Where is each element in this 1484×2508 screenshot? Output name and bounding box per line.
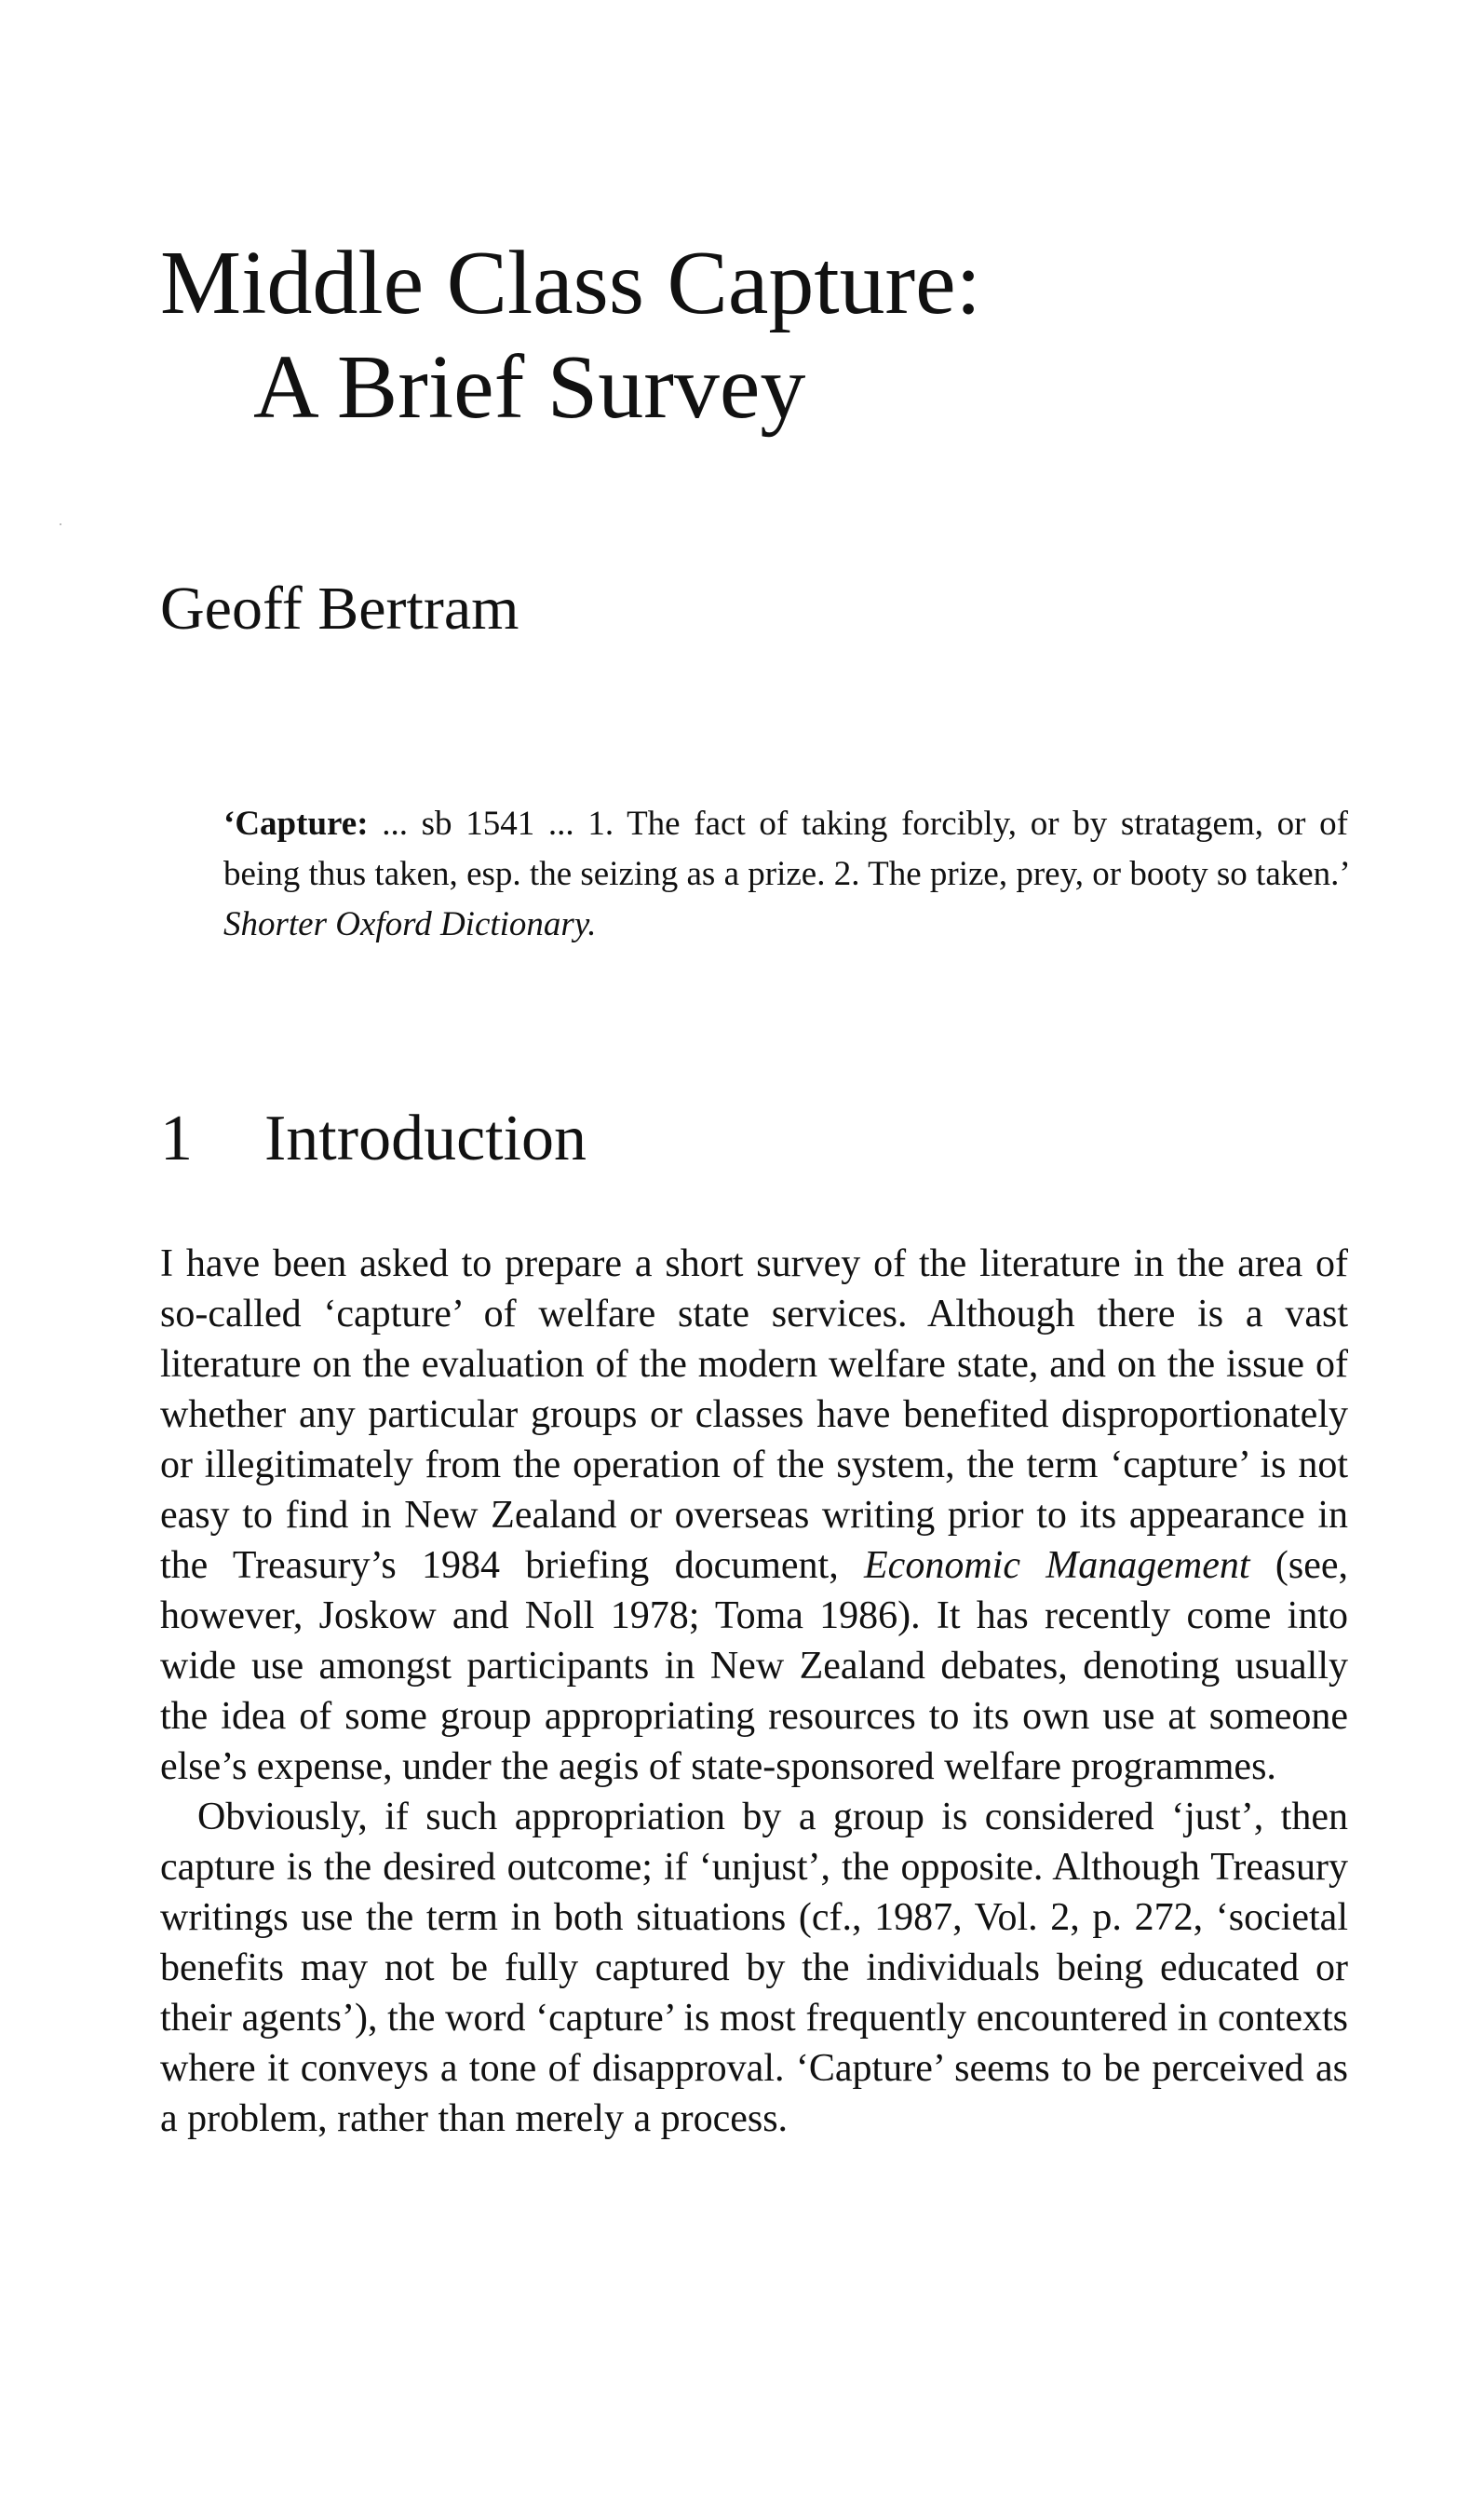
paragraph-1-part-b: (see, however, Joskow and Noll 1978; Toma 1986). It has recently come into wide use amongst participants in New Zealand debates, denoting usually the idea of some group appropriating resources to its own use at someone else’s expense, under the aegis of state-sponsored welfare programmes. xyxy=(160,1544,1348,1788)
epigraph-definition: ... sb 1541 ... 1. The fact of taking forcibly, or by stratagem, or of being thus taken, esp. the seizing as a prize. 2. The prize, prey, or booty so taken.’ xyxy=(223,805,1348,893)
paragraph-2: Obviously, if such appropriation by a group is considered ‘just’, then capture is the desired outcome; if ‘unjust’, the opposite. Although Treasury writings use the term in both situations (cf., 1987, Vol. 2, p. 272, ‘societal benefits may not be fully captured by the individuals being educated or their agents’), the word ‘capture’ is most frequently encountered in contexts where it conveys a tone of disapproval. ‘Capture’ seems to be perceived as a problem, rather than merely a process. xyxy=(160,1796,1348,2140)
title-line-1: Middle Class Capture: xyxy=(160,233,981,333)
title-line-2: A Brief Survey xyxy=(253,337,806,438)
section-number: 1 xyxy=(160,1103,193,1174)
paragraph-1-part-a: I have been asked to prepare a short survey of the literature in the area of so-called ‘capture’ of welfare state services. Although there is a vast literature on the evaluation of the modern welfare state, and on the issue of whether any particular groups or classes have benefited disproportionately or illegitimately from the operation of the system, the term ‘capture’ is not easy to find in New Zealand or overseas writing prior to its appearance in the Treasury’s 1984 briefing document, xyxy=(160,1242,1348,1587)
paragraph-1 xyxy=(160,1239,1348,1792)
epigraph-source: Shorter Oxford Dictionary. xyxy=(223,905,597,943)
epigraph-headword: ‘Capture: xyxy=(223,805,369,843)
section-title: Introduction xyxy=(264,1103,587,1174)
body-text xyxy=(160,1239,1348,2144)
author-name: Geoff Bertram xyxy=(160,575,519,643)
epigraph xyxy=(223,799,1348,950)
paper-title xyxy=(160,231,981,440)
scan-speck xyxy=(60,523,61,525)
section-heading xyxy=(160,1097,587,1181)
paragraph-1-italic-title: Economic Management xyxy=(864,1544,1250,1587)
